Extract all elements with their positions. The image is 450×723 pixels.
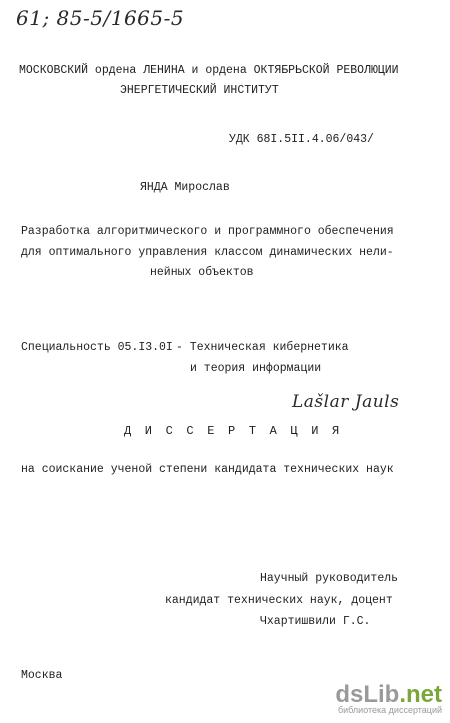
institute-line-1: МОСКОВСКИЙ ордена ЛЕНИНА и ордена ОКТЯБРЬСКОЙ РЕВОЛЮЦИИ	[19, 64, 399, 77]
degree-statement: на соискание ученой степени кандидата технических наук	[21, 463, 394, 476]
thesis-title-line-3: нейных объектов	[150, 266, 254, 279]
watermark-subtitle: библиотека диссертаций	[337, 705, 442, 715]
supervisor-line-3: Чхартишвили Г.С.	[260, 615, 371, 628]
author-name: ЯНДА Мирослав	[140, 181, 230, 194]
city: Москва	[21, 669, 63, 682]
author-signature: Lašlar Jauls	[292, 392, 400, 412]
supervisor-line-1: Научный руководитель	[260, 572, 399, 585]
supervisor-line-2: кандидат технических наук, доцент	[165, 594, 393, 607]
specialty-label: Специальность 05.I3.0I	[21, 341, 173, 354]
thesis-title-line-1: Разработка алгоритмического и программного обеспечения	[21, 225, 394, 238]
institute-line-2: ЭНЕРГЕТИЧЕСКИЙ ИНСТИТУТ	[120, 84, 279, 97]
archive-code-handwritten: 61; 85-5/1665-5	[16, 6, 185, 30]
specialty-value-line-2: и теория информации	[190, 362, 322, 375]
dslib-logo: dsLib.net	[335, 681, 442, 708]
dslib-watermark	[330, 679, 442, 719]
thesis-title-line-2: для оптимального управления классом динамических нели-	[21, 246, 394, 259]
udk-code: УДК 68I.5II.4.06/043/	[229, 133, 374, 146]
specialty-value-line-1: - Техническая кибернетика	[176, 341, 349, 354]
document-type: Д И С С Е Р Т А Ц И Я	[124, 424, 343, 438]
